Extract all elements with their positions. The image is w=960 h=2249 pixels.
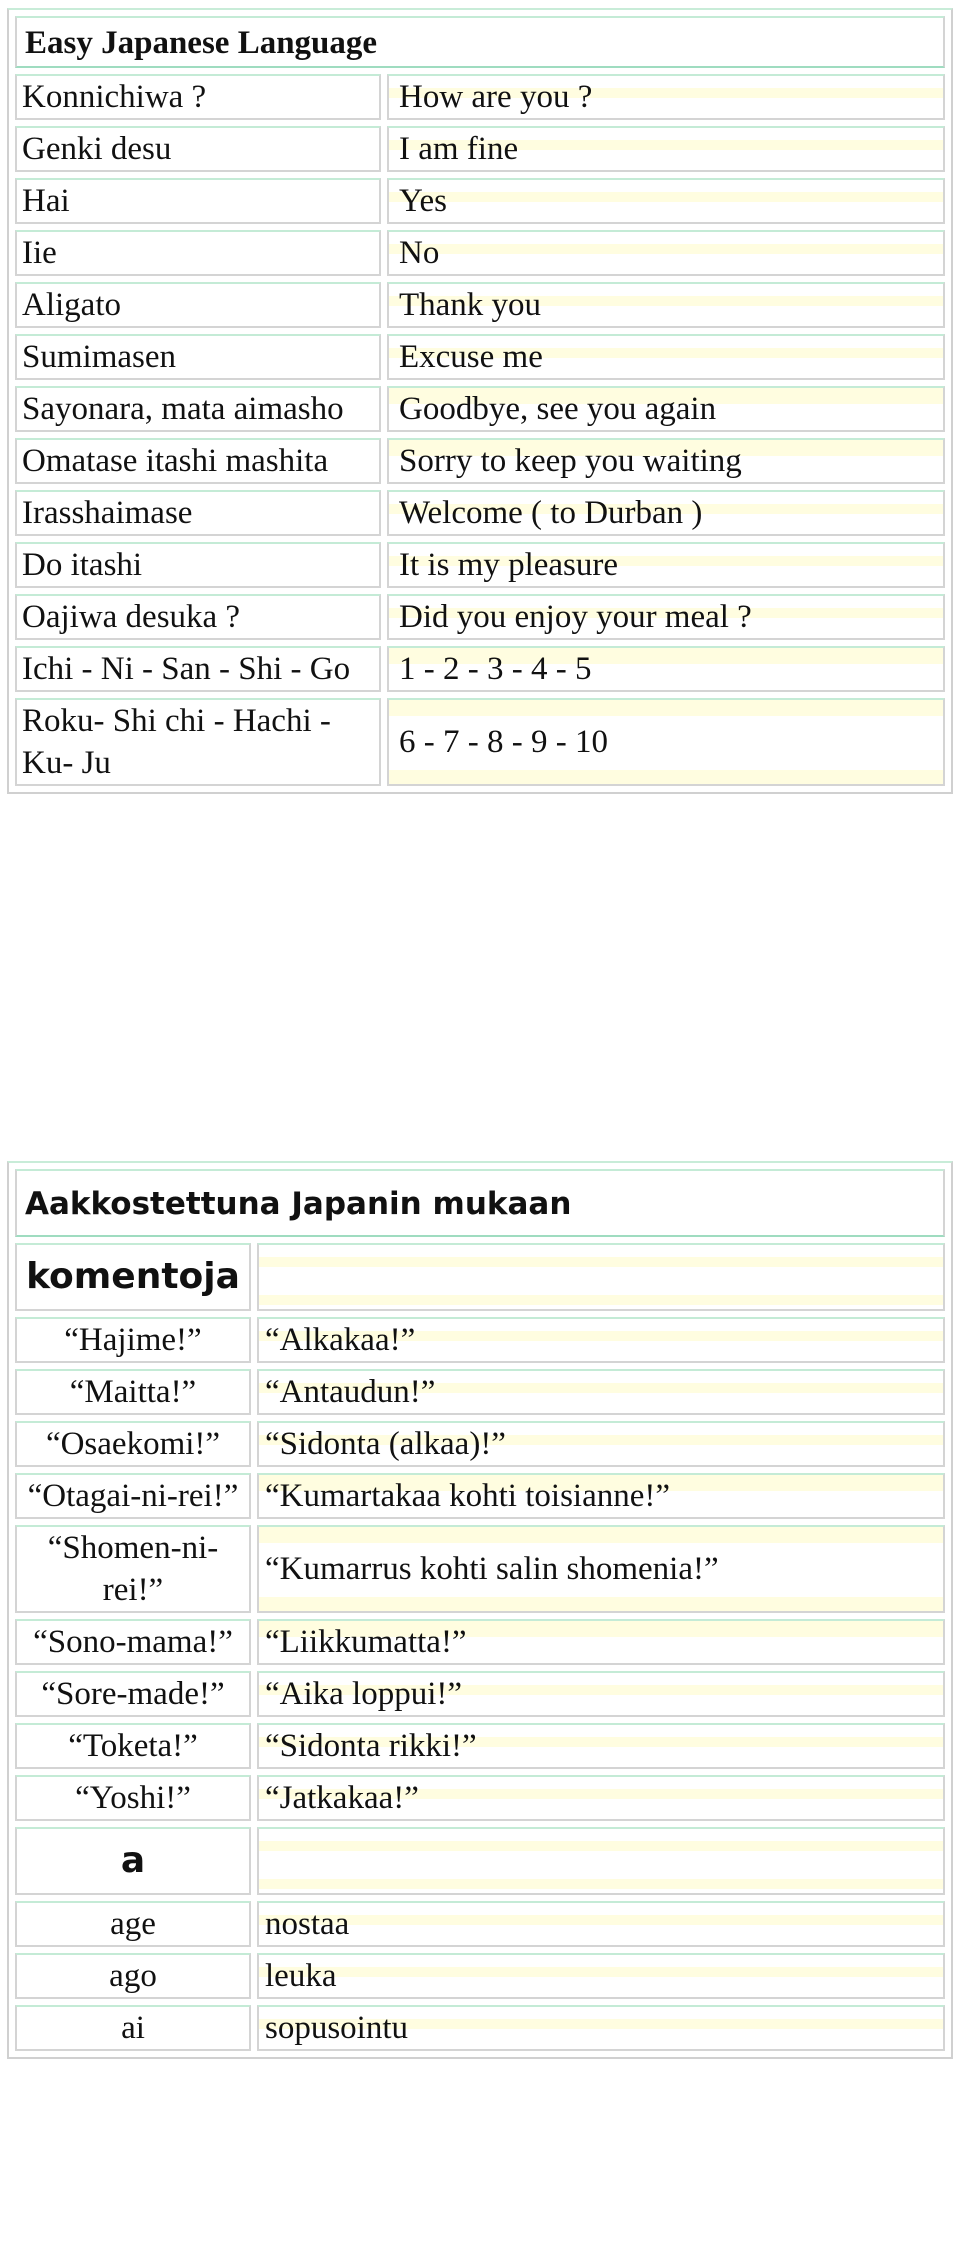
japanese-phrase: Genki desu [15, 126, 381, 172]
glossary-row [15, 1619, 945, 1665]
japanese-phrase: Aligato [15, 282, 381, 328]
japanese-phrase: Omatase itashi mashita [15, 438, 381, 484]
glossary-row [15, 1421, 945, 1467]
glossary-row [15, 1775, 945, 1821]
english-translation: I am fine [387, 126, 945, 172]
phrase-row [15, 282, 945, 328]
phrase-row [15, 646, 945, 692]
japanese-phrase: Do itashi [15, 542, 381, 588]
japanese-term: ai [15, 2005, 251, 2051]
japanese-term: “Sono-mama!” [15, 1619, 251, 1665]
finnish-translation: nostaa [257, 1901, 945, 1947]
japanese-term: age [15, 1901, 251, 1947]
phrase-row [15, 334, 945, 380]
japanese-term: ago [15, 1953, 251, 1999]
japanese-phrase: Konnichiwa ? [15, 74, 381, 120]
english-translation: Thank you [387, 282, 945, 328]
finnish-translation: “Kumartakaa kohti toisianne!” [257, 1473, 945, 1519]
english-translation: Did you enjoy your meal ? [387, 594, 945, 640]
section-heading: a [15, 1827, 251, 1895]
japanese-phrase: Oajiwa desuka ? [15, 594, 381, 640]
finnish-translation: “Aika loppui!” [257, 1671, 945, 1717]
japanese-term: “Yoshi!” [15, 1775, 251, 1821]
phrase-row [15, 386, 945, 432]
finnish-translation: sopusointu [257, 2005, 945, 2051]
phrase-row [15, 490, 945, 536]
glossary-row [15, 1473, 945, 1519]
english-translation: 1 - 2 - 3 - 4 - 5 [387, 646, 945, 692]
phrase-row [15, 230, 945, 276]
finnish-translation: leuka [257, 1953, 945, 1999]
phrases-table [7, 8, 953, 794]
japanese-term: “Sore-made!” [15, 1671, 251, 1717]
phrase-row [15, 438, 945, 484]
finnish-translation: “Kumarrus kohti salin shomenia!” [257, 1525, 945, 1613]
japanese-phrase: Iie [15, 230, 381, 276]
phrases-title: Easy Japanese Language [15, 16, 945, 68]
section-heading-blank [257, 1827, 945, 1895]
english-translation: How are you ? [387, 74, 945, 120]
glossary-row [15, 1901, 945, 1947]
glossary-row [15, 1723, 945, 1769]
japanese-term: “Maitta!” [15, 1369, 251, 1415]
japanese-term: “Otagai-ni-rei!” [15, 1473, 251, 1519]
phrase-row [15, 74, 945, 120]
glossary-title: Aakkostettuna Japanin mukaan [15, 1169, 945, 1237]
japanese-phrase: Hai [15, 178, 381, 224]
finnish-translation: “Antaudun!” [257, 1369, 945, 1415]
japanese-term: “Shomen-ni-rei!” [15, 1525, 251, 1613]
section-header-row [15, 1827, 945, 1895]
glossary-row [15, 2005, 945, 2051]
english-translation: It is my pleasure [387, 542, 945, 588]
finnish-translation: “Sidonta rikki!” [257, 1723, 945, 1769]
phrase-row [15, 126, 945, 172]
japanese-phrase: Sumimasen [15, 334, 381, 380]
phrase-row [15, 698, 945, 786]
japanese-term: “Hajime!” [15, 1317, 251, 1363]
japanese-phrase: Irasshaimase [15, 490, 381, 536]
japanese-term: “Osaekomi!” [15, 1421, 251, 1467]
english-translation: Goodbye, see you again [387, 386, 945, 432]
english-translation: Yes [387, 178, 945, 224]
section-heading-blank [257, 1243, 945, 1311]
english-translation: Sorry to keep you waiting [387, 438, 945, 484]
phrase-row [15, 594, 945, 640]
japanese-phrase: Sayonara, mata aimasho [15, 386, 381, 432]
glossary-table [7, 1161, 953, 2059]
english-translation: 6 - 7 - 8 - 9 - 10 [387, 698, 945, 786]
glossary-row [15, 1317, 945, 1363]
finnish-translation: “Sidonta (alkaa)!” [257, 1421, 945, 1467]
section-header-row [15, 1243, 945, 1311]
finnish-translation: “Alkakaa!” [257, 1317, 945, 1363]
glossary-row [15, 1671, 945, 1717]
glossary-row [15, 1525, 945, 1613]
glossary-row [15, 1953, 945, 1999]
english-translation: No [387, 230, 945, 276]
phrase-row [15, 178, 945, 224]
japanese-phrase: Ichi - Ni - San - Shi - Go [15, 646, 381, 692]
finnish-translation: “Liikkumatta!” [257, 1619, 945, 1665]
section-heading: komentoja [15, 1243, 251, 1311]
japanese-phrase: Roku- Shi chi - Hachi - Ku- Ju [15, 698, 381, 786]
english-translation: Excuse me [387, 334, 945, 380]
finnish-translation: “Jatkakaa!” [257, 1775, 945, 1821]
japanese-term: “Toketa!” [15, 1723, 251, 1769]
english-translation: Welcome ( to Durban ) [387, 490, 945, 536]
glossary-row [15, 1369, 945, 1415]
phrase-row [15, 542, 945, 588]
